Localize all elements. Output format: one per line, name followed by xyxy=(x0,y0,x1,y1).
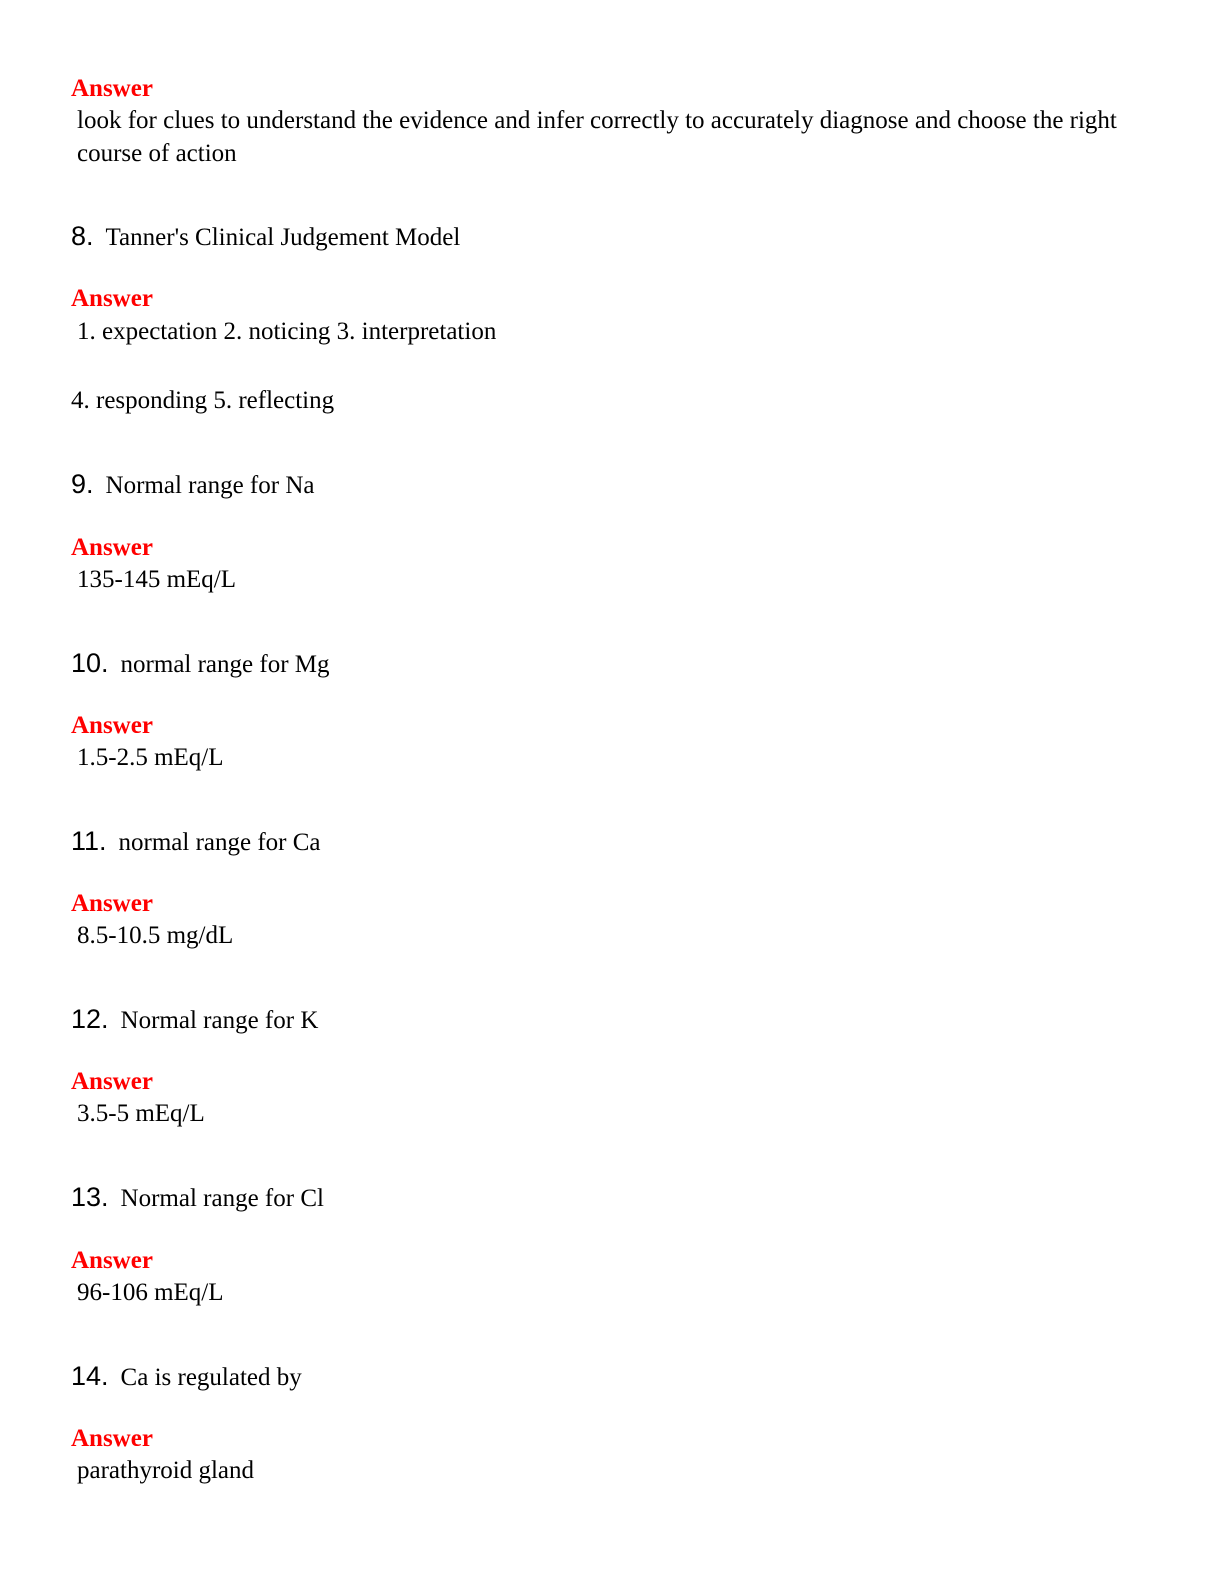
answer-label: Answer xyxy=(71,1247,153,1274)
question-number: 9. xyxy=(71,469,94,499)
question-number: 10. xyxy=(71,648,109,678)
answer-text: 8.5-10.5 mg/dL xyxy=(77,922,234,949)
question-8 xyxy=(71,219,460,258)
answer-label: Answer xyxy=(71,285,153,312)
question-text: Normal range for K xyxy=(120,1007,319,1034)
answer-text: 1. expectation 2. noticing 3. interpretation xyxy=(77,318,497,345)
answer-text: 96-106 mEq/L xyxy=(77,1279,224,1306)
answer-label: Answer xyxy=(71,712,153,739)
question-text: normal range for Mg xyxy=(120,651,330,678)
question-13 xyxy=(71,1180,324,1219)
answer-label: Answer xyxy=(71,1425,153,1452)
answer-text: 4. responding 5. reflecting xyxy=(71,387,335,414)
answer-text: 135-145 mEq/L xyxy=(77,566,237,593)
answer-label: Answer xyxy=(71,890,153,917)
question-text: Normal range for Cl xyxy=(120,1185,324,1212)
question-text: normal range for Ca xyxy=(118,829,321,856)
question-text: Normal range for Na xyxy=(105,472,315,499)
question-9 xyxy=(71,467,314,506)
question-number: 12. xyxy=(71,1004,109,1034)
question-text: Tanner's Clinical Judgement Model xyxy=(105,224,461,251)
answer-text: 1.5-2.5 mEq/L xyxy=(77,744,224,771)
answer-label: Answer xyxy=(71,75,153,102)
answer-label: Answer xyxy=(71,1068,153,1095)
question-11 xyxy=(71,824,321,863)
question-number: 11. xyxy=(71,826,107,856)
answer-text: 3.5-5 mEq/L xyxy=(77,1100,205,1127)
question-12 xyxy=(71,1002,318,1041)
answer-label: Answer xyxy=(71,534,153,561)
answer-text: look for clues to understand the evidence and infer correctly to accurately diagnose and choose the right course of action xyxy=(77,107,1117,167)
question-number: 13. xyxy=(71,1182,109,1212)
question-14 xyxy=(71,1359,302,1398)
question-10 xyxy=(71,646,330,685)
question-number: 14. xyxy=(71,1361,109,1391)
question-number: 8. xyxy=(71,221,94,251)
answer-text: parathyroid gland xyxy=(77,1457,255,1484)
question-text: Ca is regulated by xyxy=(120,1364,302,1391)
